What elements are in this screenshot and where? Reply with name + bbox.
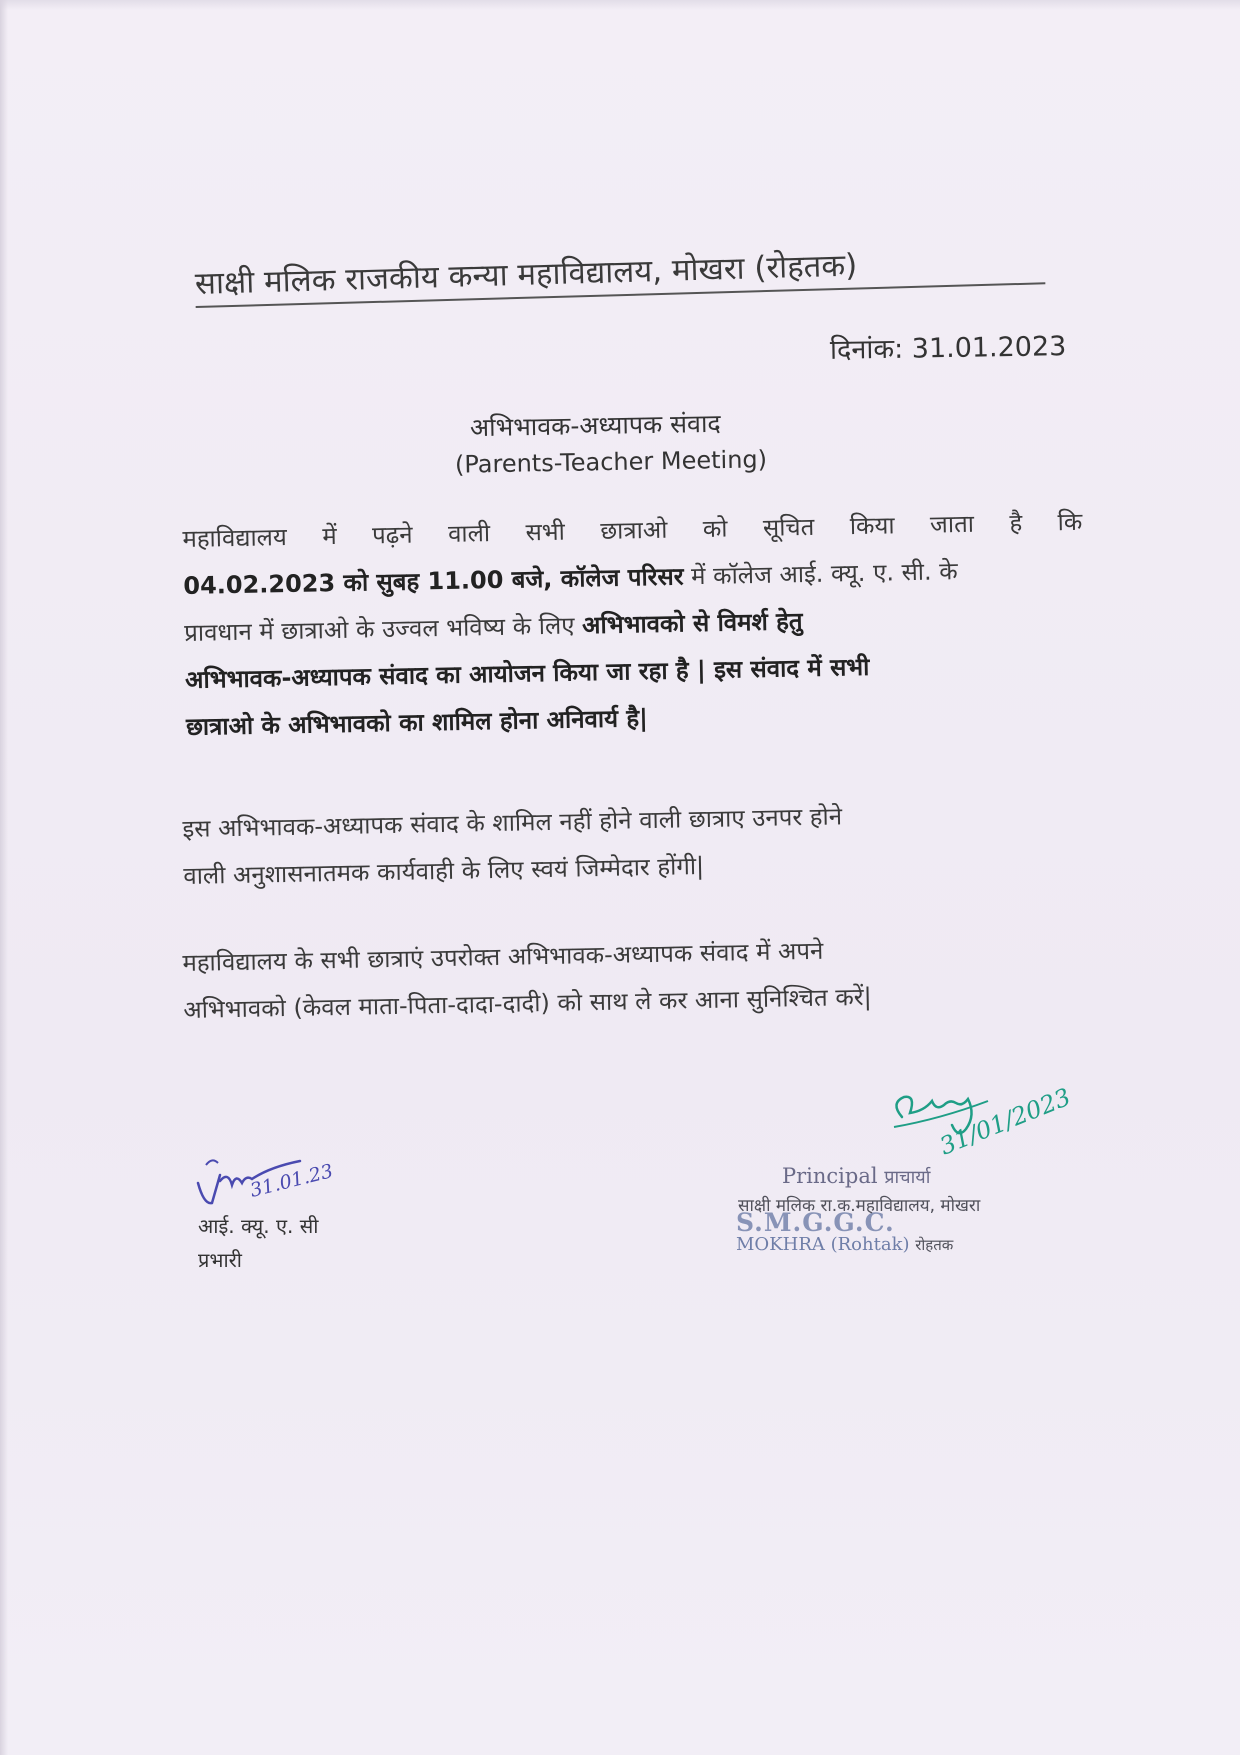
paragraph-discipline-warning bbox=[182, 789, 1084, 900]
para1-line3-bold: अभिभावको से विमर्श हेतु bbox=[581, 607, 803, 640]
subject-english: (Parents-Teacher Meeting) bbox=[454, 445, 768, 479]
college-name-heading bbox=[194, 238, 1055, 304]
para1-line1: महाविद्यालय में पढ़ने वाली सभी छात्राओ को सूचित किया जाता है कि bbox=[182, 507, 1083, 553]
principal-title-hi: प्राचार्या bbox=[884, 1167, 931, 1188]
college-name-text: साक्षी मलिक राजकीय कन्या महाविद्यालय, मोखरा (रोहतक) bbox=[194, 247, 858, 302]
paragraph-meeting-details bbox=[182, 499, 1086, 751]
para1-line4: अभिभावक-अध्यापक संवाद का आयोजन किया जा रहा है | इस संवाद में सभी bbox=[184, 652, 870, 694]
principal-title-en: Principal bbox=[782, 1164, 878, 1188]
paragraph-parents-attendance bbox=[182, 923, 1084, 1034]
meeting-datetime: 04.02.2023 को सुबह 11.00 बजे, कॉलेज परिसर bbox=[183, 562, 684, 600]
scan-edge-left bbox=[0, 0, 8, 1755]
para2-line1: इस अभिभावक-अध्यापक संवाद के शामिल नहीं होने वाली छात्राए उनपर होने bbox=[182, 802, 843, 843]
notice-date: दिनांक: 31.01.2023 bbox=[829, 331, 1067, 366]
principal-signature-date: 31/01/2023 bbox=[935, 1082, 1075, 1161]
principal-stamp-line: साक्षी मलिक रा.क.महाविद्यालय, मोखरा bbox=[738, 1196, 981, 1216]
para3-line1: महाविद्यालय के सभी छात्राएं उपरोक्त अभिभावक-अध्यापक संवाद में अपने bbox=[182, 936, 824, 977]
principal-title bbox=[782, 1164, 930, 1189]
para1-line2-rest: में कॉलेज आई. क्यू. ए. सी. के bbox=[683, 557, 958, 591]
iqac-label: आई. क्यू. ए. सी bbox=[198, 1214, 319, 1238]
stamp-place-en: MOKHRA (Rohtak) bbox=[736, 1234, 910, 1255]
para3-line2: अभिभावको (केवल माता-पिता-दादा-दादी) को साथ ले कर आना सुनिश्चित करें| bbox=[183, 982, 872, 1024]
subject-hindi: अभिभावक-अध्यापक संवाद bbox=[469, 408, 721, 443]
stamp-place-hi: रोहतक bbox=[915, 1236, 954, 1254]
scan-edge-top bbox=[0, 0, 1240, 10]
para2-line2: वाली अनुशासनातमक कार्यवाही के लिए स्वयं जिम्मेदार होंगी| bbox=[183, 851, 705, 890]
principal-signature-icon bbox=[880, 1055, 1090, 1170]
iqac-role: प्रभारी bbox=[198, 1248, 242, 1272]
iqac-signature-date: 31.01.23 bbox=[247, 1160, 336, 1202]
iqac-signature-icon bbox=[190, 1145, 370, 1215]
college-stamp-place bbox=[736, 1234, 953, 1255]
college-stamp-code: S.M.G.G.C. bbox=[736, 1208, 895, 1237]
para1-line5: छात्राओ के अभिभावको का शामिल होना अनिवार्य है| bbox=[185, 704, 649, 741]
para1-line3-normal: प्रावधान में छात्राओ के उज्वल भविष्य के लिए bbox=[183, 611, 583, 647]
